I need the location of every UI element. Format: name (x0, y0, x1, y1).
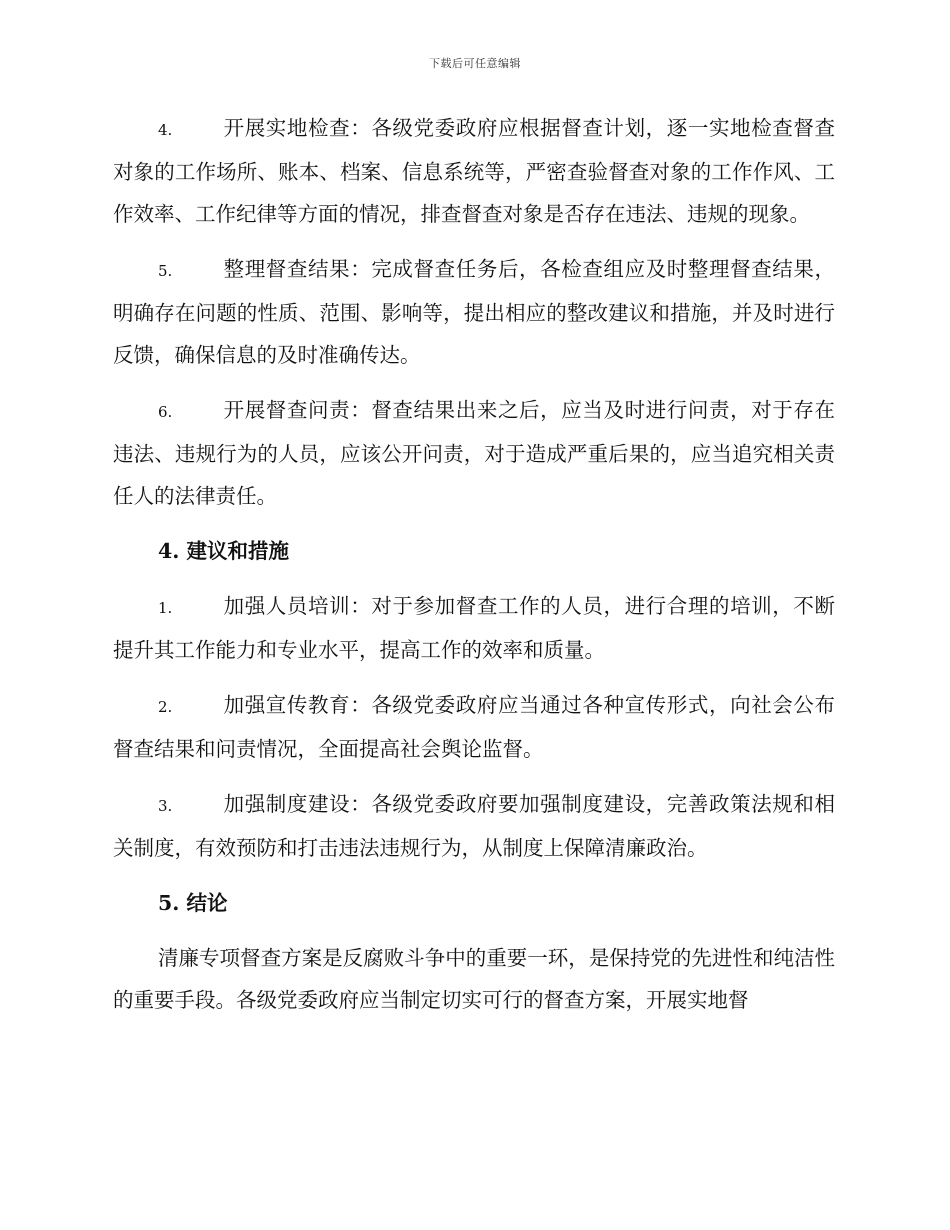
section-heading-suggestions: 4. 建议和措施 (158, 539, 290, 563)
list-number: 1. (158, 599, 173, 617)
conclusion-paragraph: 清廉专项督查方案是反腐败斗争中的重要一环，是保持党的先进性和纯洁性的重要手段。各级党委政府应当制定切实可行的督查方案，开展实地督 (113, 946, 835, 1012)
list-item-step-4 (113, 107, 835, 235)
list-number: 4. (158, 121, 173, 139)
list-item-step-5 (113, 248, 835, 376)
list-item-text: 加强宣传教育：各级党委政府应当通过各种宣传形式，向社会公布督查结果和问责情况，全面提高社会舆论监督。 (113, 693, 835, 761)
page-header: 下载后可任意编辑 (429, 57, 521, 70)
list-item-text: 加强人员培训：对于参加督查工作的人员，进行合理的培训，不断提升其工作能力和专业水平，提高工作的效率和质量。 (113, 594, 835, 662)
list-item-text: 开展督查问责：督查结果出来之后，应当及时进行问责，对于存在违法、违规行为的人员，应该公开问责，对于造成严重后果的，应当追究相关责任人的法律责任。 (113, 398, 835, 508)
list-number: 5. (158, 262, 173, 280)
list-number: 2. (158, 698, 173, 716)
section-heading-conclusion: 5. 结论 (158, 891, 228, 915)
list-item-text: 开展实地检查：各级党委政府应根据督查计划，逐一实地检查督查对象的工作场所、账本、档案、信息系统等，严密查验督查对象的工作作风、工作效率、工作纪律等方面的情况，排查督查对象是否存在违法、违规的现象。 (113, 116, 835, 226)
list-item-suggestion-3 (113, 783, 835, 869)
list-number: 6. (158, 403, 173, 421)
list-item-step-6 (113, 389, 835, 517)
list-item-text: 整理督查结果：完成督查任务后，各检查组应及时整理督查结果，明确存在问题的性质、范围、影响等，提出相应的整改建议和措施，并及时进行反馈，确保信息的及时准确传达。 (113, 257, 835, 367)
document-body (113, 107, 835, 1034)
list-item-text: 加强制度建设：各级党委政府要加强制度建设，完善政策法规和相关制度，有效预防和打击违法违规行为，从制度上保障清廉政治。 (113, 792, 835, 860)
list-item-suggestion-2 (113, 684, 835, 770)
list-number: 3. (158, 797, 173, 815)
list-item-suggestion-1 (113, 585, 835, 671)
